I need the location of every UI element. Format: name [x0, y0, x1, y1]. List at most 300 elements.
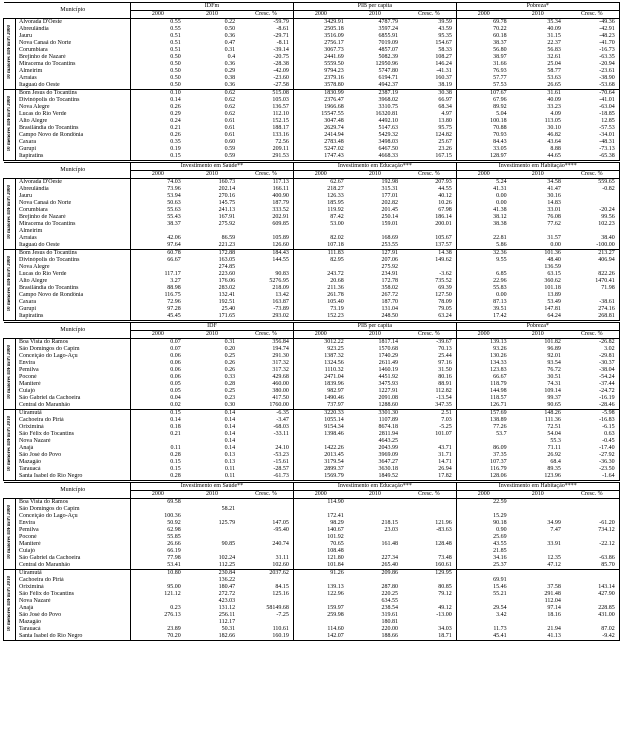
value-cell: 0.06 [170, 374, 181, 380]
value-cell: 319.61 [381, 612, 398, 618]
value-cell: 95.35 [402, 33, 456, 40]
value-cell: 0.25 [224, 353, 236, 359]
value-cell: 32.61 [547, 54, 561, 60]
table-row [4, 285, 620, 292]
value-cell: 64.24 [511, 313, 565, 321]
table-row [4, 193, 620, 200]
value-cell: 58.33 [402, 47, 456, 54]
municipio-name: Boa Vista do Ramos [16, 339, 131, 347]
value-cell: 2899.37 [324, 466, 344, 472]
value-cell: 62.67 [330, 179, 344, 185]
value-cell: 33.01 [547, 207, 561, 213]
value-cell: 112.17 [218, 619, 236, 625]
value-cell: 77.62 [547, 221, 561, 227]
value-cell: 41.13 [511, 633, 565, 641]
municipio-name: Corumbiara [16, 47, 131, 54]
year-header: Cresc. % [565, 11, 619, 19]
value-cell: 145.75 [218, 200, 236, 206]
data-table-block [3, 162, 620, 321]
value-cell: 93.26 [493, 346, 507, 352]
value-cell: 85.70 [565, 562, 619, 570]
value-cell: 6194.71 [378, 75, 399, 81]
value-cell [456, 570, 510, 578]
value-cell: 0.14 [224, 424, 236, 430]
value-cell [239, 506, 293, 513]
table-row [4, 19, 620, 27]
value-cell: 124.82 [402, 132, 456, 139]
year-header: Cresc. % [239, 11, 293, 19]
value-cell [402, 513, 456, 520]
municipio-header: Município [16, 483, 131, 499]
municipio-name: Miracema do Tocantins [16, 221, 131, 228]
value-cell: 18.16 [547, 612, 561, 618]
value-cell: 1490.46 [324, 395, 344, 401]
value-cell: 58149.68 [239, 605, 293, 612]
value-cell: -8.61 [239, 26, 293, 33]
municipio-name: Itapiratins [16, 153, 131, 161]
value-cell [293, 598, 347, 605]
value-cell: 49.12 [402, 605, 456, 612]
table-row [4, 257, 620, 264]
value-cell: 0.62 [224, 90, 236, 96]
municipio-name: Nova Canaã do Norte [16, 200, 131, 207]
value-cell: 55.85 [167, 534, 181, 540]
year-header: 2000 [131, 11, 185, 19]
value-cell: 0.50 [131, 82, 185, 90]
table-row [4, 271, 620, 278]
value-cell: 125.79 [218, 520, 236, 526]
value-cell [131, 264, 185, 271]
municipio-name: Bom Jesus do Tocantins [16, 250, 131, 258]
value-cell: 0.00 [496, 200, 507, 206]
value-cell: 126.60 [239, 242, 293, 250]
value-cell: 1470.41 [565, 278, 619, 285]
table-row [4, 353, 620, 360]
value-cell: 1740.29 [378, 353, 398, 359]
group-label-cell [4, 250, 16, 321]
value-cell: 7019.09 [378, 40, 399, 46]
municipio-name: Arraias [16, 75, 131, 82]
value-cell: 105.40 [327, 299, 344, 305]
municipio-name: Anajá [16, 445, 131, 452]
value-cell: 0.61 [224, 132, 236, 138]
value-cell [131, 438, 185, 445]
indicator-header: Investimento em Saúde** [131, 483, 294, 491]
value-cell: 194.74 [239, 346, 293, 353]
value-cell: 76.93 [493, 68, 507, 74]
value-cell: 58.21 [221, 506, 236, 512]
value-cell: 57.77 [493, 75, 507, 81]
value-cell: 1227.91 [378, 388, 398, 394]
value-cell: 67.96 [493, 97, 507, 103]
table-row [4, 26, 620, 33]
indicator-header: Investimento em Saúde** [131, 163, 294, 171]
value-cell: -63.04 [565, 104, 619, 111]
value-cell: 2629.74 [324, 125, 344, 131]
value-cell [402, 264, 456, 271]
value-cell [565, 193, 619, 200]
value-cell: 5429.32 [378, 132, 399, 138]
value-cell: 111.36 [544, 417, 561, 423]
value-cell: 101.07 [402, 431, 456, 438]
value-cell: 87.02 [565, 626, 619, 633]
value-cell: 108.27 [402, 54, 456, 61]
value-cell: 241.13 [218, 207, 236, 213]
value-cell: -15.61 [239, 459, 293, 466]
value-cell: 4857.07 [378, 47, 399, 53]
value-cell: 2043.99 [378, 445, 398, 451]
value-cell: 112.25 [185, 562, 239, 570]
table-row [4, 360, 620, 367]
year-header: 2010 [185, 11, 239, 19]
table-row [4, 612, 620, 619]
table-row [4, 445, 620, 452]
table-row [4, 402, 620, 410]
indicator-header: PIB per capita [293, 3, 456, 11]
value-cell: 220.25 [381, 591, 398, 597]
value-cell: 3047.48 [324, 118, 344, 124]
value-cell: 101.36 [544, 250, 561, 256]
value-cell: -73.89 [239, 306, 293, 313]
value-cell: 108.48 [327, 548, 344, 554]
table-row [4, 346, 620, 353]
indicator-header: IDFm [131, 3, 294, 11]
value-cell [293, 438, 347, 445]
value-cell: 72.56 [239, 139, 293, 146]
value-cell: 3.02 [565, 346, 619, 353]
table-row [4, 424, 620, 431]
value-cell: 92.01 [547, 353, 561, 359]
year-header: Cresc. % [565, 171, 619, 179]
municipio-name: Abreulândia [16, 186, 131, 193]
table-row [4, 598, 620, 605]
value-cell: -34.01 [565, 132, 619, 139]
municipio-name: Tarauacá [16, 466, 131, 473]
value-cell: 423.03 [218, 598, 236, 604]
value-cell: 2783.48 [324, 139, 344, 145]
value-cell: 160.37 [402, 75, 456, 82]
value-cell: 42.06 [167, 235, 181, 241]
value-cell: 146.24 [402, 61, 456, 68]
group-label: 10 menores IDFm/Pi 2000 [6, 95, 12, 152]
value-cell: 3647.27 [378, 459, 398, 465]
value-cell: 116.79 [490, 466, 507, 472]
value-cell [565, 513, 619, 520]
table-row [4, 605, 620, 612]
table-row [4, 438, 620, 445]
value-cell: -38.90 [565, 75, 619, 82]
value-cell: 0.13 [224, 452, 236, 458]
municipio-name: Miracema do Tocantins [16, 61, 131, 68]
value-cell: 1110.32 [324, 367, 344, 373]
value-cell: 202.82 [381, 200, 398, 206]
value-cell: 37.35 [493, 452, 507, 458]
value-cell: -8.11 [239, 40, 293, 47]
value-cell: 0.14 [224, 445, 236, 451]
value-cell: 44.65 [511, 153, 565, 161]
value-cell: 129.95 [402, 570, 456, 578]
value-cell: 47.12 [511, 562, 565, 570]
value-cell: 12950.96 [375, 61, 399, 67]
municipio-name: Uiramutã [16, 410, 131, 418]
value-cell: 131.04 [381, 306, 398, 312]
value-cell: 406.94 [565, 257, 619, 264]
value-cell [402, 534, 456, 541]
value-cell: 22.96 [493, 278, 507, 284]
value-cell: 60.18 [493, 33, 507, 39]
table-row [4, 278, 620, 285]
value-cell: 140.67 [327, 527, 344, 533]
table-row [4, 97, 620, 104]
value-cell: 0.90 [496, 527, 507, 533]
value-cell: 38.12 [493, 214, 507, 220]
value-cell: -63.86 [565, 555, 619, 562]
value-cell: -42.91 [565, 26, 619, 33]
value-cell: -73.13 [565, 146, 619, 153]
value-cell [402, 438, 456, 445]
value-cell: 15547.55 [321, 111, 344, 117]
year-header: 2000 [131, 491, 185, 499]
value-cell: 291.53 [239, 153, 293, 161]
value-cell: 152.15 [239, 118, 293, 125]
value-cell [565, 506, 619, 513]
year-header: 2000 [293, 171, 347, 179]
value-cell [348, 499, 402, 507]
value-cell: 105.89 [239, 235, 293, 242]
value-cell: 131.12 [218, 605, 236, 611]
group-label-cell [4, 499, 16, 570]
value-cell: 559.65 [565, 179, 619, 187]
value-cell: 1747.43 [293, 153, 347, 161]
value-cell: -17.40 [565, 445, 619, 452]
value-cell: -16.19 [565, 395, 619, 402]
table-row [4, 570, 620, 578]
value-cell [348, 577, 402, 584]
year-header: Cresc. % [565, 491, 619, 499]
year-header: 2000 [293, 491, 347, 499]
value-cell: 0.30 [185, 402, 239, 410]
value-cell: -20.24 [565, 207, 619, 214]
value-cell: 107.67 [490, 90, 507, 96]
table-row [4, 125, 620, 132]
year-header: 2010 [511, 331, 565, 339]
group-header-cell [4, 323, 16, 339]
value-cell: 172.88 [218, 250, 236, 256]
value-cell: 117.13 [239, 179, 293, 187]
value-cell: 13.80 [402, 118, 456, 125]
value-cell: 15.29 [493, 513, 507, 519]
value-cell: 0.23 [170, 605, 181, 611]
value-cell: 227.34 [381, 555, 398, 561]
municipio-name: Boa Vista do Ramos [16, 499, 131, 507]
group-label-cell [4, 19, 16, 90]
value-cell: 2.51 [402, 410, 456, 418]
year-header: 2000 [456, 171, 510, 179]
municipio-name: Poconé [16, 534, 131, 541]
value-cell: -20.94 [565, 61, 619, 68]
value-cell: 0.55 [170, 26, 181, 32]
year-header: Cresc. % [402, 331, 456, 339]
value-cell: 102.60 [239, 562, 293, 570]
municipio-name: Santa Isabel do Rio Negro [16, 473, 131, 481]
municipio-name: Lucas do Rio Verde [16, 271, 131, 278]
table-row [4, 431, 620, 438]
value-cell: -23.60 [239, 75, 293, 82]
value-cell: 53.7 [496, 431, 507, 437]
value-cell: 35.34 [547, 19, 561, 25]
year-header: 2000 [131, 171, 185, 179]
value-cell: 182.66 [185, 633, 239, 641]
value-cell: -5.98 [565, 410, 619, 418]
value-cell: 8.88 [550, 146, 561, 152]
value-cell: 95.00 [167, 584, 181, 590]
value-cell: 23.26 [402, 146, 456, 153]
value-cell: 202.91 [239, 214, 293, 221]
value-cell: -57.53 [565, 125, 619, 132]
table-row [4, 132, 620, 139]
value-cell: 0.15 [170, 410, 181, 416]
value-cell: 188.66 [348, 633, 402, 641]
value-cell: -0.82 [565, 186, 619, 193]
value-cell: 137.57 [402, 242, 456, 250]
value-cell: 95.75 [402, 125, 456, 132]
value-cell: 70.88 [493, 125, 507, 131]
value-cell: 34.58 [547, 179, 561, 185]
value-cell: 356.84 [239, 339, 293, 347]
value-cell: 0.50 [170, 61, 181, 67]
table-row [4, 513, 620, 520]
group-label: 10 maiores IDFm/Pi 2000 [6, 505, 12, 560]
value-cell: 9794.23 [324, 68, 344, 74]
value-cell: 3968.02 [378, 97, 399, 103]
value-cell [511, 228, 565, 235]
value-cell: 40.09 [547, 97, 561, 103]
value-cell: 0.06 [170, 367, 181, 373]
municipio-name: Conceição do Lago-Açu [16, 353, 131, 360]
value-cell: 43.55 [493, 541, 507, 547]
municipio-name: Brejinho de Nazaré [16, 214, 131, 221]
value-cell: 87.13 [493, 299, 507, 305]
value-cell: -37.44 [565, 381, 619, 388]
table-row [4, 146, 620, 153]
value-cell: 200.01 [402, 221, 456, 228]
value-cell: 0.11 [185, 473, 239, 481]
value-cell: 45.45 [131, 313, 185, 321]
value-cell: -48.23 [565, 33, 619, 40]
value-cell: 185.95 [327, 200, 344, 206]
table-row [4, 534, 620, 541]
value-cell [402, 548, 456, 555]
value-cell: 67.98 [402, 207, 456, 214]
value-cell: 0.4 [227, 54, 236, 60]
value-cell: 33.23 [547, 104, 561, 110]
value-cell: 16320.81 [375, 111, 399, 117]
value-cell: 5082.39 [378, 54, 399, 60]
value-cell: 86.09 [493, 445, 507, 451]
year-header: 2000 [456, 331, 510, 339]
value-cell: 69.91 [493, 577, 507, 583]
value-cell: 70.22 [493, 26, 507, 32]
value-cell: 256.11 [218, 612, 236, 618]
value-cell: -53.23 [239, 452, 293, 459]
municipio-name: São Domingos do Capim [16, 346, 131, 353]
value-cell [348, 228, 402, 235]
value-cell: 0.15 [131, 153, 185, 161]
value-cell: 192.51 [218, 299, 236, 305]
value-cell: 1760.00 [239, 402, 293, 410]
value-cell: 6467.50 [378, 146, 399, 152]
value-cell: 270.16 [218, 193, 236, 199]
value-cell [239, 438, 293, 445]
value-cell: 0.63 [565, 431, 619, 438]
value-cell: 0.31 [224, 47, 236, 53]
municipio-name: Poconé [16, 374, 131, 381]
value-cell: 41.31 [493, 186, 507, 192]
municipio-name: Bom Jesus do Tocantins [16, 90, 131, 98]
value-cell [402, 598, 456, 605]
value-cell: 148.26 [544, 410, 561, 416]
value-cell: 89.92 [493, 104, 507, 110]
value-cell: 0.33 [224, 374, 236, 380]
municipio-name: Cuiajó [16, 548, 131, 555]
value-cell [565, 619, 619, 626]
value-cell: 97.64 [131, 242, 185, 250]
value-cell: 38.97 [493, 54, 507, 60]
table-row [4, 473, 620, 481]
group-header-cell [4, 483, 16, 499]
value-cell: -59.79 [239, 19, 293, 27]
value-cell: 74.03 [167, 179, 181, 185]
value-cell [456, 619, 510, 626]
value-cell: 125.16 [239, 591, 293, 598]
value-cell [511, 619, 565, 626]
municipio-name: Pemilva [16, 527, 131, 534]
value-cell: 126.33 [327, 193, 344, 199]
municipio-header: Município [16, 163, 131, 179]
table-row [4, 562, 620, 570]
value-cell [348, 534, 402, 541]
value-cell [402, 619, 456, 626]
municipio-header: Município [16, 323, 131, 339]
value-cell: 417.50 [239, 395, 293, 402]
table-row [4, 555, 620, 562]
value-cell: 136.22 [218, 577, 236, 583]
value-cell: 102.24 [218, 555, 236, 561]
value-cell: 167.15 [402, 153, 456, 161]
value-cell: 117.17 [164, 271, 181, 277]
value-cell: 4.09 [550, 111, 561, 117]
value-cell: 0.21 [170, 125, 181, 131]
value-cell: 102.23 [565, 221, 619, 228]
value-cell: 2811.94 [378, 431, 398, 437]
value-cell: 40.09 [547, 26, 561, 32]
value-cell: -5.25 [402, 424, 456, 431]
value-cell: -27.92 [565, 452, 619, 459]
value-cell: -16.73 [565, 47, 619, 54]
value-cell: 74.31 [547, 381, 561, 387]
municipio-name: Campo Novo de Rondônia [16, 292, 131, 299]
value-cell: 25.69 [493, 534, 507, 540]
value-cell: 80.85 [402, 584, 456, 591]
value-cell: 634.55 [381, 598, 398, 604]
value-cell: -28.57 [239, 466, 293, 473]
value-cell: 2379.16 [324, 75, 344, 81]
value-cell: -7.25 [239, 612, 293, 619]
municipio-name: Cuiajó [16, 388, 131, 395]
value-cell: 0.50 [170, 75, 181, 81]
table-row [4, 520, 620, 527]
value-cell [565, 264, 619, 271]
